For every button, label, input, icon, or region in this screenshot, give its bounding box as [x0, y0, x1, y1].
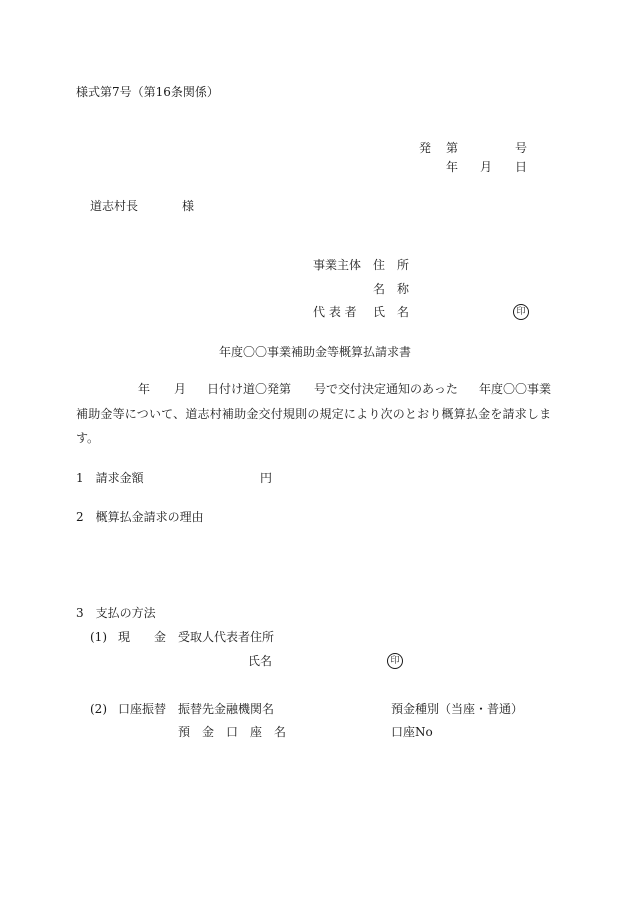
transfer-bank-label: 振替先金融機関名 — [178, 702, 275, 716]
cash-label: 現 金 — [118, 630, 167, 644]
item-1-unit: 円 — [260, 471, 273, 485]
applicant-entity-label: 事業主体 — [313, 258, 362, 272]
issue-dai: 第 — [446, 141, 459, 155]
addressee-name: 道志村長 — [90, 199, 139, 213]
document-title: 年度〇〇事業補助金等概算払請求書 — [219, 345, 412, 359]
transfer-label: 口座振替 — [118, 702, 167, 716]
item-3-label: 3 支払の方法 — [76, 606, 156, 620]
issue-go: 号 — [515, 141, 528, 155]
body-day-ref: 日付け道〇発第 — [207, 382, 292, 396]
applicant-rep-name-label: 氏 名 — [373, 305, 410, 319]
body-year: 年 — [138, 382, 151, 396]
transfer-number: (2) — [90, 702, 107, 716]
applicant-seal-mark: 印 — [513, 304, 529, 320]
date-year: 年 — [446, 160, 459, 174]
applicant-name-label: 名 称 — [373, 282, 410, 296]
cash-receiver-label: 受取人代表者住所 — [178, 630, 275, 644]
issue-prefix: 発 — [419, 141, 432, 155]
applicant-rep-label: 代 表 者 — [313, 305, 357, 319]
transfer-holder-label: 預 金 口 座 名 — [178, 725, 287, 739]
addressee-honorific: 様 — [182, 199, 195, 213]
body-fiscal-year: 年度〇〇事業 — [479, 382, 552, 396]
body-line-3: す。 — [76, 431, 100, 445]
form-label: 様式第7号（第16条関係） — [76, 85, 219, 99]
date-month: 月 — [480, 160, 493, 174]
body-number-ref: 号で交付決定通知のあった — [314, 382, 458, 396]
transfer-account-label: 口座No — [391, 725, 433, 739]
cash-name-label: 氏名 — [248, 654, 273, 668]
item-2-label: 2 概算払金請求の理由 — [76, 510, 204, 524]
item-1-label: 1 請求金額 — [76, 471, 144, 485]
date-day: 日 — [515, 160, 528, 174]
cash-number: (1) — [90, 630, 107, 644]
body-month: 月 — [174, 382, 187, 396]
cash-seal-mark: 印 — [387, 653, 403, 669]
body-line-2: 補助金等について、道志村補助金交付規則の規定により次のとおり概算払金を請求しま — [76, 407, 552, 421]
applicant-address-label: 住 所 — [373, 258, 410, 272]
transfer-type-label: 預金種別（当座・普通） — [391, 702, 524, 716]
